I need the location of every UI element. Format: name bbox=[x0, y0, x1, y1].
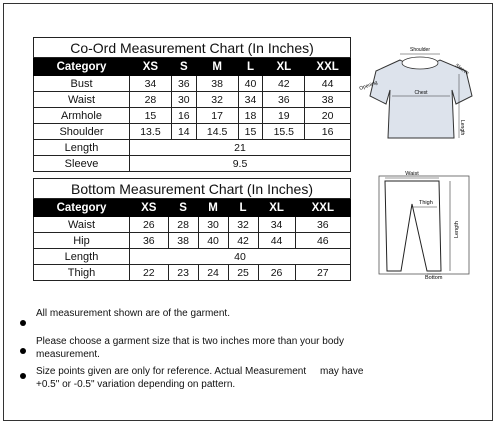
table-cell: 13.5 bbox=[130, 124, 172, 140]
header-size-m: M bbox=[198, 199, 228, 217]
bullet-icon bbox=[20, 348, 26, 354]
table-cell: 30 bbox=[198, 217, 228, 233]
table-cell: 23 bbox=[168, 265, 198, 281]
sleeve-label: Sleeve bbox=[453, 62, 470, 77]
row-label: Armhole bbox=[34, 108, 130, 124]
table-cell: 42 bbox=[228, 233, 258, 249]
table-cell: 34 bbox=[258, 217, 295, 233]
header-size-xxl: XXL bbox=[295, 199, 350, 217]
opening-label: Opening bbox=[358, 79, 379, 92]
table-cell: 28 bbox=[168, 217, 198, 233]
header-size-xxl: XXL bbox=[305, 58, 351, 76]
bottom-table-title: Bottom Measurement Chart (In Inches) bbox=[34, 179, 351, 199]
table-row bbox=[34, 76, 351, 92]
header-size-xl: XL bbox=[258, 199, 295, 217]
bottom-header-row bbox=[34, 199, 351, 217]
table-cell: 22 bbox=[130, 265, 169, 281]
row-label: Sleeve bbox=[34, 156, 130, 172]
bottom-label: Bottom bbox=[425, 275, 443, 280]
table-cell: 36 bbox=[263, 92, 305, 108]
shoulder-label: Shoulder bbox=[409, 47, 431, 53]
note-item: Size points given are only for reference. Actual Measurement may have +0.5" or -0.5" variation depending on pattern. bbox=[36, 366, 367, 390]
coord-table-title: Co-Ord Measurement Chart (In Inches) bbox=[34, 38, 351, 58]
table-cell: 25 bbox=[228, 265, 258, 281]
table-cell: 30 bbox=[171, 92, 196, 108]
header-size-xs: XS bbox=[130, 58, 172, 76]
table-row bbox=[34, 217, 351, 233]
table-row bbox=[34, 108, 351, 124]
table-cell: 17 bbox=[196, 108, 238, 124]
header-size-l: L bbox=[238, 58, 263, 76]
table-cell: 38 bbox=[196, 76, 238, 92]
bottom-measurement-table bbox=[33, 178, 351, 281]
table-cell: 40 bbox=[130, 249, 351, 265]
coord-measurement-table bbox=[33, 37, 351, 172]
row-label: Hip bbox=[34, 233, 130, 249]
length-label: Length bbox=[459, 120, 465, 136]
table-cell: 15 bbox=[130, 108, 172, 124]
table-cell: 26 bbox=[258, 265, 295, 281]
table-cell: 20 bbox=[305, 108, 351, 124]
row-label: Bust bbox=[34, 76, 130, 92]
table-row bbox=[34, 140, 351, 156]
table-cell: 14.5 bbox=[196, 124, 238, 140]
table-cell: 32 bbox=[228, 217, 258, 233]
coord-header-row bbox=[34, 58, 351, 76]
thigh-label: Thigh bbox=[419, 200, 433, 206]
table-cell: 36 bbox=[130, 233, 169, 249]
table-cell: 21 bbox=[130, 140, 351, 156]
row-label: Thigh bbox=[34, 265, 130, 281]
header-size-m: M bbox=[196, 58, 238, 76]
table-cell: 15 bbox=[238, 124, 263, 140]
length-label: Length bbox=[454, 221, 460, 238]
header-category: Category bbox=[34, 199, 130, 217]
table-cell: 34 bbox=[130, 76, 172, 92]
note-item: All measurement shown are of the garment. bbox=[36, 308, 230, 319]
neckline-shape bbox=[402, 57, 438, 69]
header-size-xl: XL bbox=[263, 58, 305, 76]
table-row bbox=[34, 265, 351, 281]
table-row bbox=[34, 156, 351, 172]
row-label: Length bbox=[34, 140, 130, 156]
table-cell: 38 bbox=[168, 233, 198, 249]
table-cell: 9.5 bbox=[130, 156, 351, 172]
row-label: Waist bbox=[34, 217, 130, 233]
table-cell: 44 bbox=[305, 76, 351, 92]
table-cell: 42 bbox=[263, 76, 305, 92]
header-size-s: S bbox=[171, 58, 196, 76]
table-row bbox=[34, 249, 351, 265]
table-cell: 27 bbox=[295, 265, 350, 281]
table-cell: 19 bbox=[263, 108, 305, 124]
table-cell: 16 bbox=[171, 108, 196, 124]
table-cell: 18 bbox=[238, 108, 263, 124]
note-item: Please choose a garment size that is two inches more than your body measurement. bbox=[36, 336, 344, 360]
header-size-s: S bbox=[168, 199, 198, 217]
table-cell: 34 bbox=[238, 92, 263, 108]
waist-label: Waist bbox=[405, 171, 419, 177]
table-cell: 15.5 bbox=[263, 124, 305, 140]
table-cell: 36 bbox=[295, 217, 350, 233]
table-cell: 46 bbox=[295, 233, 350, 249]
header-category: Category bbox=[34, 58, 130, 76]
top-garment-shape bbox=[370, 60, 472, 138]
bullet-icon bbox=[20, 320, 26, 326]
table-row bbox=[34, 124, 351, 140]
bottom-garment-diagram bbox=[375, 168, 475, 280]
table-cell: 44 bbox=[258, 233, 295, 249]
header-size-l: L bbox=[228, 199, 258, 217]
bullet-icon bbox=[20, 373, 26, 379]
chest-label: Chest bbox=[414, 90, 428, 96]
table-cell: 40 bbox=[238, 76, 263, 92]
table-cell: 24 bbox=[198, 265, 228, 281]
table-cell: 32 bbox=[196, 92, 238, 108]
table-row bbox=[34, 92, 351, 108]
top-garment-diagram bbox=[358, 38, 483, 148]
table-row bbox=[34, 233, 351, 249]
row-label: Shoulder bbox=[34, 124, 130, 140]
table-cell: 38 bbox=[305, 92, 351, 108]
table-cell: 26 bbox=[130, 217, 169, 233]
table-cell: 14 bbox=[171, 124, 196, 140]
table-cell: 16 bbox=[305, 124, 351, 140]
row-label: Length bbox=[34, 249, 130, 265]
table-cell: 28 bbox=[130, 92, 172, 108]
row-label: Waist bbox=[34, 92, 130, 108]
table-cell: 36 bbox=[171, 76, 196, 92]
header-size-xs: XS bbox=[130, 199, 169, 217]
table-cell: 40 bbox=[198, 233, 228, 249]
